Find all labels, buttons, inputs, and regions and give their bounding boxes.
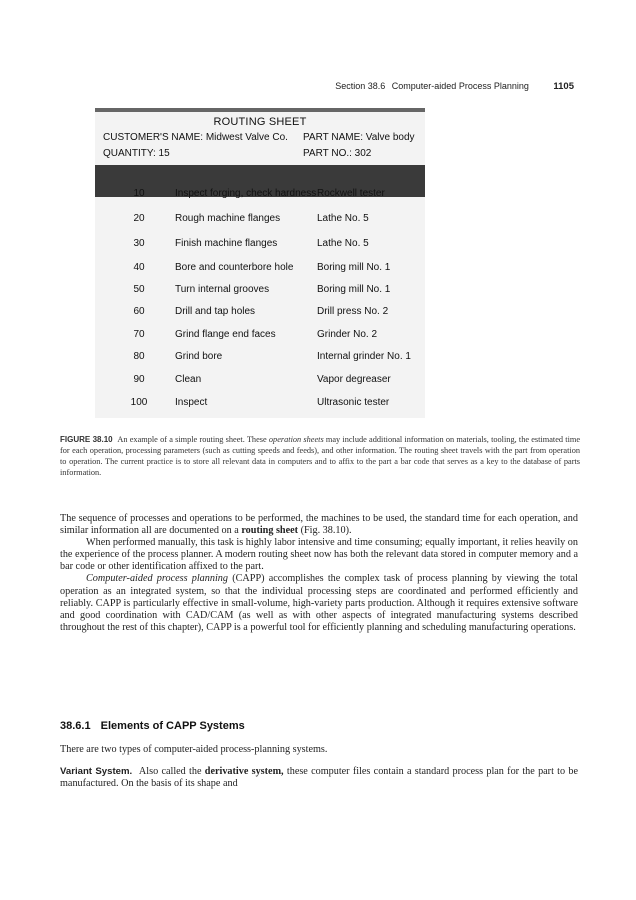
operation-number: 30: [133, 238, 145, 249]
operation-number: 10: [133, 188, 145, 199]
table-row: [95, 397, 425, 417]
section-number: 38.6.1: [60, 720, 91, 732]
quantity: QUANTITY: 15: [103, 148, 170, 159]
machine: Grinder No. 2: [317, 329, 378, 340]
text-run: The sequence of processes and operations to be performed, the machines to be used, the standard time for each operation, and similar information all are documented on a: [60, 513, 578, 537]
operation-description: Inspect: [175, 397, 208, 408]
paragraph: [60, 513, 578, 537]
operation-number: 60: [133, 306, 145, 317]
bold-term: derivative system,: [204, 766, 284, 777]
routing-sheet-figure: [95, 108, 425, 418]
customer-name: CUSTOMER'S NAME: Midwest Valve Co.: [103, 132, 288, 143]
machine: Drill press No. 2: [317, 306, 389, 317]
operation-description: Inspect forging, check hardness: [175, 188, 317, 199]
machine: Vapor degreaser: [317, 374, 391, 385]
part-number: PART NO.: 302: [303, 148, 372, 159]
sheet-top-rule: [95, 108, 425, 112]
table-row: [95, 284, 425, 304]
caption-text: An example of a simple routing sheet. These: [117, 435, 267, 444]
operation-number: 90: [133, 374, 145, 385]
section-body: [60, 766, 578, 790]
text-run: (Fig. 38.10).: [300, 525, 352, 537]
operation-number: 100: [130, 397, 148, 408]
machine: Ultrasonic tester: [317, 397, 390, 408]
running-head: [60, 81, 574, 95]
caption-text: may include additional information on materials, tooling, the estimated time for each operation, processing parameters (such as cutting speeds and feeds), and other information. The routing sheet travels with the part from operation to operation. The current practice is to store all relevant data in computers and to affix to the part a bar code that serves as a key to the database of parts information.: [60, 435, 581, 477]
machine: Boring mill No. 1: [317, 262, 391, 273]
figure-caption: [60, 434, 580, 478]
paragraph: There are two types of computer-aided process-planning systems.: [60, 744, 328, 755]
paragraph: When performed manually, this task is highly labor intensive and time consuming; equally important, it relies heavily on the experience of the process planner. A modern routing sheet now has both the relevant data stored in computer memory and a bar code or other identification affixed to the part.: [60, 537, 578, 573]
section-title: Elements of CAPP Systems: [100, 720, 245, 732]
operation-description: Bore and counterbore hole: [175, 262, 294, 273]
text-run: these computer files contain a standard process plan for the part to be manufactured. On the basis of its shape and: [60, 766, 579, 790]
caption-italic: operation sheets: [268, 435, 324, 444]
operation-description: Finish machine flanges: [175, 238, 278, 249]
machine: Rockwell tester: [317, 188, 385, 199]
machine: Internal grinder No. 1: [317, 351, 411, 362]
body-text: [60, 513, 578, 634]
page-number: 1105: [553, 81, 574, 92]
italic-term: Computer-aided process planning: [86, 573, 228, 585]
operation-description: Turn internal grooves: [175, 284, 270, 295]
running-head-title: Computer-aided Process Planning: [391, 81, 529, 91]
routing-sheet-title: ROUTING SHEET: [213, 116, 307, 128]
table-row: [95, 262, 425, 282]
text-run: Also called the: [138, 766, 202, 777]
table-row: [95, 306, 425, 326]
machine: Lathe No. 5: [317, 213, 369, 224]
bold-term: routing sheet: [241, 525, 299, 537]
running-head-section: Section 38.6: [335, 81, 386, 91]
table-row: [95, 351, 425, 371]
table-row: [95, 238, 425, 258]
operation-description: Clean: [175, 374, 202, 385]
operation-description: Rough machine flanges: [175, 213, 281, 224]
operation-description: Grind flange end faces: [175, 329, 276, 340]
machine: Boring mill No. 1: [317, 284, 391, 295]
operation-number: 80: [133, 351, 145, 362]
paragraph: [60, 573, 578, 633]
table-row: [95, 329, 425, 349]
table-row: [95, 188, 425, 208]
run-in-heading: Variant System.: [60, 766, 133, 777]
operation-number: 40: [133, 262, 145, 273]
figure-label: FIGURE 38.10: [60, 435, 113, 444]
operation-description: Drill and tap holes: [175, 306, 256, 317]
table-row: [95, 374, 425, 394]
operation-description: Grind bore: [175, 351, 223, 362]
machine: Lathe No. 5: [317, 238, 369, 249]
text-run: (CAPP) accomplishes the complex task of process planning by viewing the total operation as an integrated system, so that the individual processing steps are coordinated and performed efficiently and reliably. CAPP is particularly effective in small-volume, high-variety parts production. Although it requires extensive software and good coordination with CAD/CAM (as well as with other aspects of integrated manufacturing systems described throughout the rest of this chapter), CAPP is a powerful tool for efficiently planning and scheduling manufacturing operations.: [60, 573, 579, 633]
part-name: PART NAME: Valve body: [303, 132, 415, 143]
operation-number: 50: [133, 284, 145, 295]
section-heading: [60, 720, 245, 732]
operation-number: 70: [133, 329, 145, 340]
paragraph: [60, 766, 578, 790]
section-body: [60, 744, 578, 756]
operation-number: 20: [133, 213, 145, 224]
table-row: [95, 213, 425, 233]
